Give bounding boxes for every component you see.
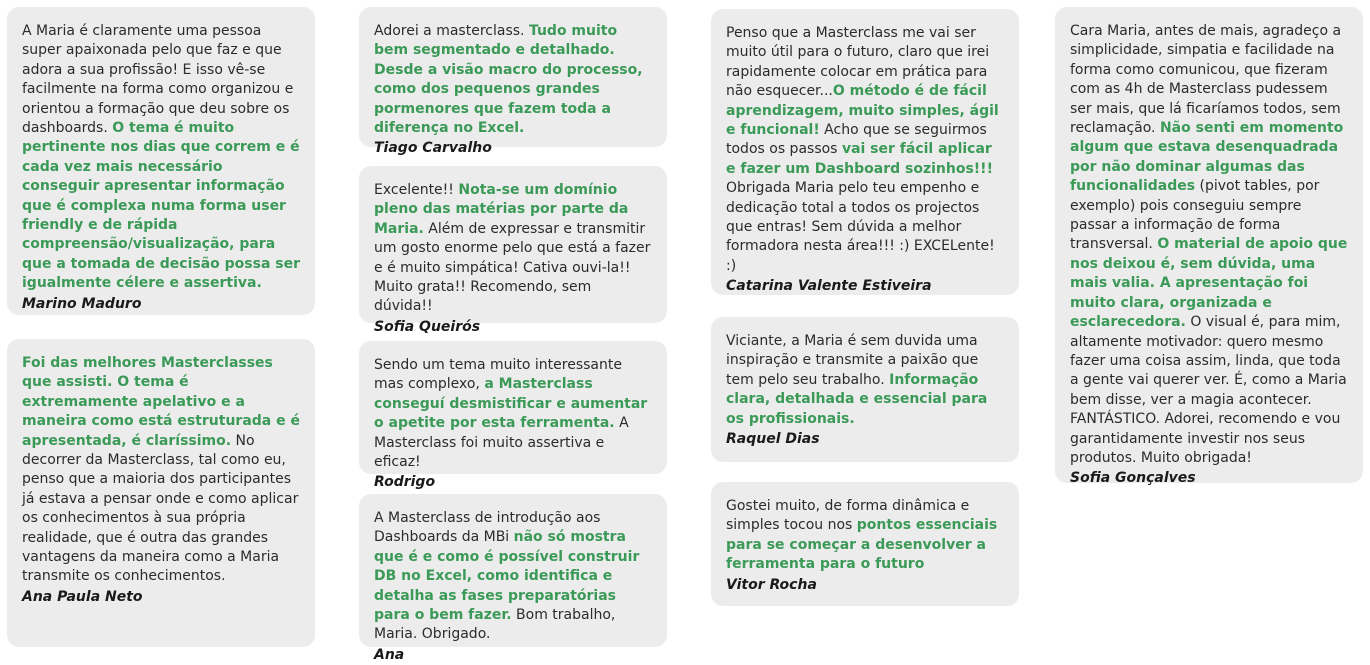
body-text: Bom trabalho, Maria. Obrigado. xyxy=(374,607,616,643)
testimonial-author: Sofia Queirós xyxy=(374,318,481,335)
testimonial-card xyxy=(359,494,667,663)
body-text: A Masterclass de introdução aos Dashboards da MBi xyxy=(374,510,601,546)
body-text: Obrigada Maria pelo teu empenho e dedicação total a todos os projectos que entras! Sem dúvida a melhor formadora nesta área!!! :) EXCELente! :) xyxy=(726,180,995,274)
testimonial-text xyxy=(374,356,653,472)
testimonial-text xyxy=(22,354,301,587)
testimonial-author: Vitor Rocha xyxy=(726,576,817,593)
testimonial-author: Catarina Valente Estiveira xyxy=(726,278,932,295)
testimonial-card xyxy=(359,7,667,157)
body-text: Sendo um tema muito interessante mas complexo, xyxy=(374,357,622,393)
body-text: O visual é, para mim, altamente motivador: quero mesmo fazer uma coisa assim, linda, que toda a gente vai querer ver. É, como a Maria bem disse, ver a magia acontecer. FANTÁSTICO. Adorei, recomendo e vou garantidamente investir nos seus produtos. Muito obrigada! xyxy=(1070,314,1347,466)
body-text: Adorei a masterclass. xyxy=(374,23,529,39)
testimonial-text xyxy=(22,22,301,294)
highlighted-text: Informação clara, detalhada e essencial para os profissionais. xyxy=(726,371,988,427)
testimonial-card xyxy=(359,166,667,335)
testimonial-text xyxy=(726,332,1005,429)
body-text: (pivot tables, por exemplo) pois conseguiu sempre passar a informação de forma transversal. xyxy=(1070,178,1320,253)
highlighted-text: O material de apoio que nos deixou é, sem dúvida, uma mais valia. A apresentação foi muito clara, organizada e esclarecedora. xyxy=(1070,236,1348,331)
testimonial-text xyxy=(726,24,1005,276)
testimonial-text xyxy=(374,509,653,645)
testimonial-author: Ana xyxy=(374,646,405,663)
body-text: A Maria é claramente uma pessoa super apaixonada pelo que faz e que adora a sua profissão! E isso vê-se facilmente na forma como organizou e orientou a formação que deu sobre os dashboards. xyxy=(22,23,294,137)
testimonial-text xyxy=(1070,22,1349,468)
body-text: Gostei muito, de forma dinâmica e simples tocou nos xyxy=(726,498,970,534)
body-text: Viciante, a Maria é sem duvida uma inspiração e transmite a paixão que tem pelo seu trabalho. xyxy=(726,333,979,388)
highlighted-text: a Masterclass conseguí desmistificar e aumentar o apetite por esta ferramenta. xyxy=(374,376,648,432)
testimonial-author: Raquel Dias xyxy=(726,431,820,448)
highlighted-text: Não senti em momento algum que estava desenquadrada por não dominar algumas das funcionalidades xyxy=(1070,120,1344,195)
testimonial-text xyxy=(726,497,1005,575)
testimonial-author: Sofia Gonçalves xyxy=(1070,470,1196,487)
highlighted-text: vai ser fácil aplicar e fazer um Dashboard sozinhos!!! xyxy=(726,141,993,177)
testimonial-author: Marino Maduro xyxy=(22,295,142,312)
highlighted-text: Tudo muito bem segmentado e detalhado. Desde a visão macro do processo, como dos pequenos grandes pormenores que fazem toda a diferença no Excel. xyxy=(374,23,643,137)
highlighted-text: O tema é muito pertinente nos dias que correm e é cada vez mais necessário conseguir apresentar informação que é complexa numa forma user friendly e de rápida compreensão/visualização, para que a tomada de decisão possa ser igualmente célere e assertiva. xyxy=(22,120,301,292)
highlighted-text: pontos essenciais para se começar a desenvolver a ferramenta para o futuro xyxy=(726,517,998,573)
testimonial-card xyxy=(1055,7,1363,487)
body-text: No decorrer da Masterclass, tal como eu, penso que a maioria dos participantes já estava a pensar onde e como aplicar os conhecimentos à sua própria realidade, que é outra das grandes vantagens da maneira como a Maria transmite os conhecimentos. xyxy=(22,432,299,585)
testimonial-card xyxy=(711,482,1019,606)
body-text: Acho que se seguirmos todos os passos xyxy=(726,122,987,158)
testimonial-card xyxy=(711,317,1019,462)
highlighted-text: não só mostra que é e como é possível construir DB no Excel, como identifica e detalha as fases preparatórias para o bem fazer. xyxy=(374,529,640,624)
testimonial-card xyxy=(711,9,1019,295)
body-text: Cara Maria, antes de mais, agradeço a simplicidade, simpatia e facilidade na forma como comunicou, que fizeram com as 4h de Masterclass pudessem ser mais, que lá ficaríamos todos, sem reclamação. xyxy=(1070,23,1342,137)
body-text: Penso que a Masterclass me vai ser muito útil para o futuro, claro que irei rapidamente colocar em prática para não esquecer... xyxy=(726,25,990,100)
testimonial-author: Tiago Carvalho xyxy=(374,140,492,157)
testimonial-card xyxy=(7,339,315,647)
testimonial-text xyxy=(374,22,653,138)
testimonial-author: Rodrigo xyxy=(374,474,436,491)
body-text: Excelente!! xyxy=(374,182,459,198)
highlighted-text: O método é de fácil aprendizagem, muito simples, ágil e funcional! xyxy=(726,83,999,139)
testimonial-author: Ana Paula Neto xyxy=(22,588,143,605)
body-text: Além de expressar e transmitir um gosto enorme pelo que está a fazer e é muito simpática! Cativa ouvi-la!! Muito grata!! Recomendo, sem dúvida!! xyxy=(374,220,651,315)
testimonial-card xyxy=(359,341,667,491)
body-text: A Masterclass foi muito assertiva e eficaz! xyxy=(374,415,629,471)
highlighted-text: Foi das melhores Masterclasses que assisti. O tema é extremamente apelativo e a maneira como está estruturada e é apresentada, é claríssimo. xyxy=(22,355,300,449)
highlighted-text: Nota-se um domínio pleno das matérias por parte da Maria. xyxy=(374,182,629,237)
testimonial-text xyxy=(374,181,653,317)
testimonial-card xyxy=(7,7,315,315)
